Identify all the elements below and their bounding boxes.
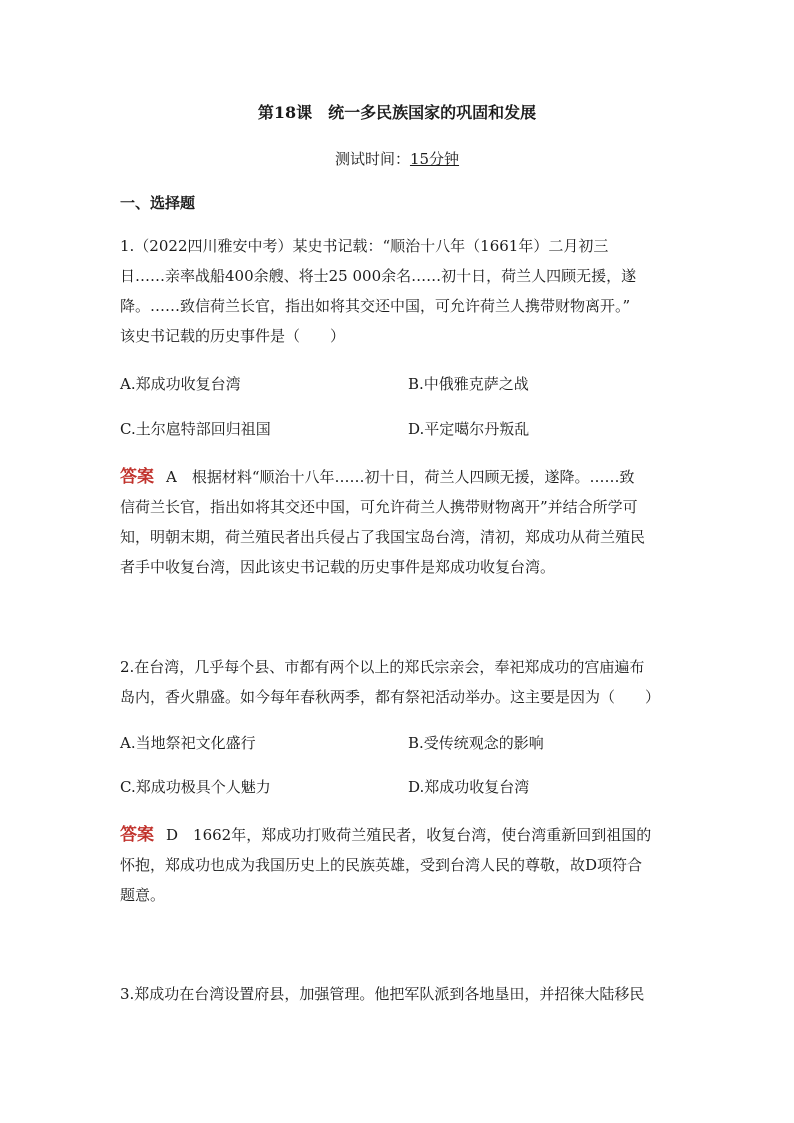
answer-line: 信荷兰长官，指出如将其交还中国，可允许荷兰人携带财物离开”并结合所学可 [120, 498, 638, 516]
question-1-answer [120, 462, 680, 582]
question-2-answer [120, 820, 680, 910]
answer-line: 者手中收复台湾，因此该史书记载的历史事件是郑成功收复台湾。 [120, 558, 556, 576]
question-line: 降。……致信荷兰长官，指出如将其交还中国，可允许荷兰人携带财物离开。” [120, 297, 631, 315]
answer-line: 知，明朝末期，荷兰殖民者出兵侵占了我国宝岛台湾，清初，郑成功从荷兰殖民 [120, 528, 646, 546]
answer-label: 答案 [120, 825, 154, 845]
answer-line: A 根据材料“顺治十八年……初十日，荷兰人四顾无援，遂降。……致 [166, 468, 635, 486]
answer-line: D 1662年，郑成功打败荷兰殖民者，收复台湾，使台湾重新回到祖国的 [166, 826, 652, 844]
section-title: 一、选择题 [120, 194, 196, 212]
question-1-option-c: C.土尔扈特部回归祖国 [120, 420, 271, 438]
question-2-option-c: C.郑成功极具个人魅力 [120, 778, 271, 796]
answer-label: 答案 [120, 467, 154, 487]
question-1-option-b: B.中俄雅克萨之战 [408, 375, 529, 393]
question-1-stem [120, 231, 680, 351]
test-time-value: 15分钟 [409, 150, 460, 168]
question-2-option-d: D.郑成功收复台湾 [408, 778, 530, 796]
question-line: 1.（2022四川雅安中考）某史书记载：“顺治十八年（1661年）二月初三 [120, 237, 609, 255]
answer-line: 怀抱，郑成功也成为我国历史上的民族英雄，受到台湾人民的尊敬，故D项符合 [120, 856, 643, 874]
question-1-option-d: D.平定噶尔丹叛乱 [408, 420, 530, 438]
question-3-stem [120, 979, 680, 1009]
test-time-label: 测试时间： [334, 150, 410, 168]
question-2-option-a: A.当地祭祀文化盛行 [120, 734, 256, 752]
question-line: 岛内，香火鼎盛。如今每年春秋两季，都有祭祀活动举办。这主要是因为（ ） [120, 688, 661, 706]
question-1-option-a: A.郑成功收复台湾 [120, 375, 241, 393]
lesson-title: 第18课 统一多民族国家的巩固和发展 [257, 103, 537, 122]
test-time [0, 148, 794, 169]
question-line: 日……亲率战船400余艘、将士25 000余名……初十日，荷兰人四顾无援，遂 [120, 267, 637, 285]
question-2-option-b: B.受传统观念的影响 [408, 734, 544, 752]
answer-line: 题意。 [120, 886, 166, 904]
question-line: 该史书记载的历史事件是（ ） [120, 327, 346, 345]
question-2-stem [120, 652, 680, 712]
question-line: 2.在台湾，几乎每个县、市都有两个以上的郑氏宗亲会，奉祀郑成功的宫庙遍布 [120, 658, 645, 676]
question-line: 3.郑成功在台湾设置府县，加强管理。他把军队派到各地垦田，并招徕大陆移民 [120, 985, 645, 1003]
